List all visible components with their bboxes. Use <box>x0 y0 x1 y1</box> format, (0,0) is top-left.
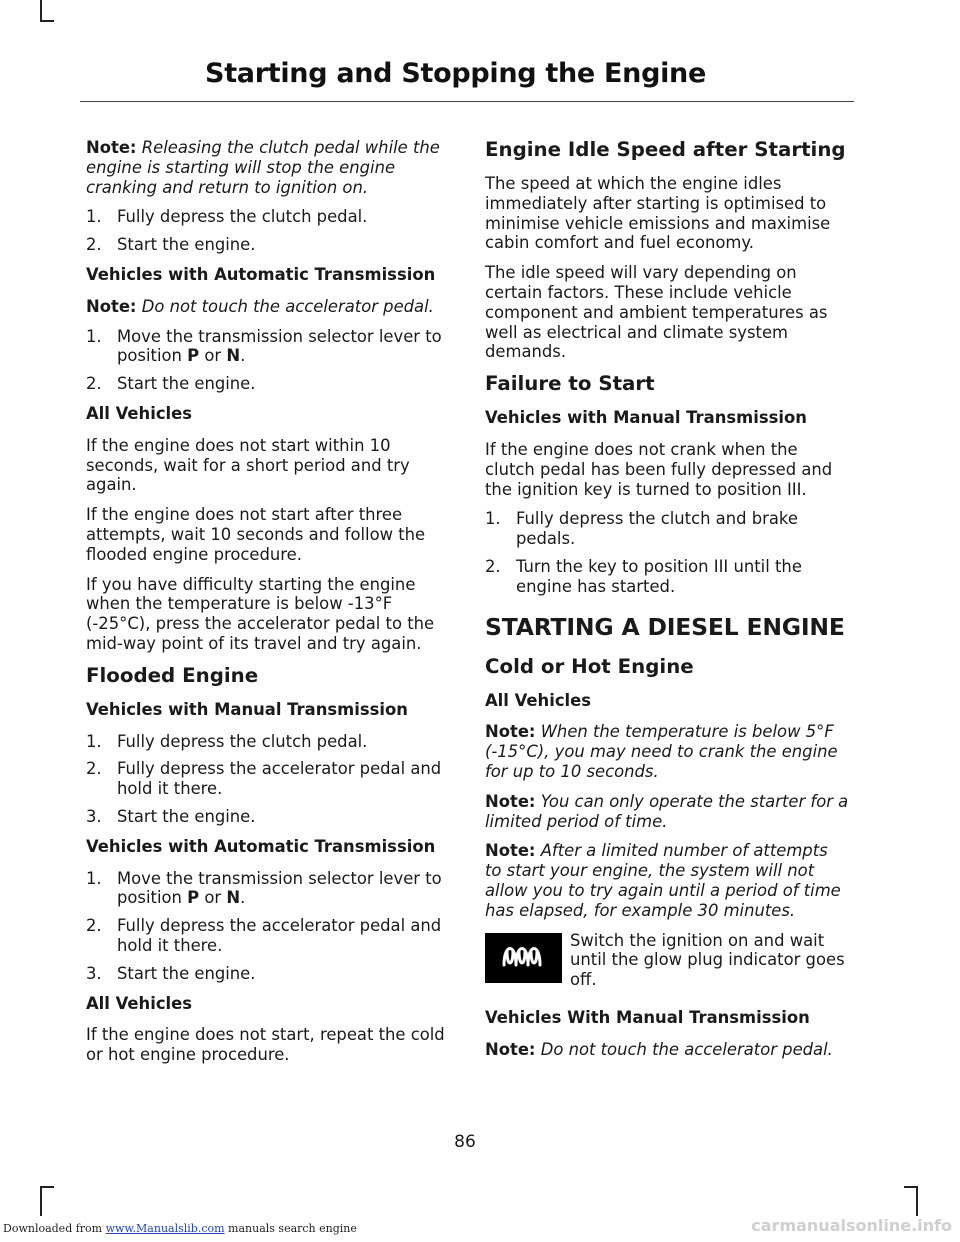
paragraph: The idle speed will vary depending on certain factors. These include vehicle component and ambient temperatures as well as electrical and climate system demands. <box>485 263 828 362</box>
footer-text: Downloaded from www.Manualslib.com manuals search engine <box>3 1222 357 1235</box>
manualslib-link[interactable]: www.Manualslib.com <box>105 1222 225 1235</box>
footer <box>0 1218 960 1242</box>
subheading: Vehicles with Manual Transmission <box>485 408 807 428</box>
glow-plug-icon <box>485 933 562 983</box>
steps-list <box>86 732 450 827</box>
list-item: 3. Start the engine. <box>86 806 256 826</box>
list-item: 3. Start the engine. <box>86 963 256 983</box>
subheading: Vehicles with Automatic Transmission <box>86 836 436 856</box>
subheading: Vehicles with Automatic Transmission <box>86 264 436 284</box>
note: Note: You can only operate the starter for a limited period of time. <box>485 791 849 831</box>
list-item: 1. Fully depress the clutch pedal. <box>86 207 368 227</box>
subheading: All Vehicles <box>86 993 193 1013</box>
list-item: 2. Start the engine. <box>86 235 256 255</box>
section-heading: Cold or Hot Engine <box>485 654 694 678</box>
crop-mark <box>40 0 42 22</box>
paragraph: If the engine does not crank when the clutch pedal has been fully depressed and the ignition key is turned to position III. <box>485 439 833 499</box>
list-item: 2. Turn the key to position III until the engine has started. <box>485 556 802 596</box>
steps-list <box>86 327 450 394</box>
subheading: All Vehicles <box>485 690 592 710</box>
steps-list <box>485 509 849 596</box>
note: Note: Do not touch the accelerator pedal. <box>86 296 434 316</box>
paragraph: Switch the ignition on and wait until the glow plug indicator goes off. <box>570 930 845 990</box>
note: Note: Do not touch the accelerator pedal. <box>485 1039 833 1059</box>
left-column <box>86 138 450 1075</box>
paragraph: The speed at which the engine idles immediately after starting is optimised to minimise vehicle emissions and maximise cabin comfort and fuel economy. <box>485 174 831 253</box>
paragraph: If the engine does not start, repeat the cold or hot engine procedure. <box>86 1025 445 1065</box>
list-item: 1. Fully depress the clutch and brake pedals. <box>485 509 798 549</box>
section-heading: Flooded Engine <box>86 663 259 687</box>
crop-mark <box>40 20 54 22</box>
subheading: Vehicles with Manual Transmission <box>86 699 408 719</box>
crop-mark <box>40 1186 42 1216</box>
note: Note: When the temperature is below 5°F (-15°C), you may need to crank the engine for up to 10 seconds. <box>485 722 838 781</box>
paragraph: If you have difficulty starting the engine when the temperature is below -13°F (-25°C), press the accelerator pedal to the mid-way point of its travel and try again. <box>86 574 435 653</box>
list-item: 1. Move the transmission selector lever to position P or N. <box>86 326 442 366</box>
watermark: carmanualsonline.info <box>751 1216 952 1235</box>
page-title: Starting and Stopping the Engine <box>205 58 706 89</box>
list-item: 1. Move the transmission selector lever to position P or N. <box>86 868 442 908</box>
crop-mark <box>40 1186 54 1188</box>
section-heading: Engine Idle Speed after Starting <box>485 138 846 161</box>
list-item: 2. Fully depress the accelerator pedal and hold it there. <box>86 916 442 955</box>
paragraph: If the engine does not start within 10 seconds, wait for a short period and try again. <box>86 435 410 495</box>
note: Note: After a limited number of attempts to start your engine, the system will not allow you to try again until a period of time has elapsed, for example 30 minutes. <box>485 841 841 920</box>
subheading: Vehicles With Manual Transmission <box>485 1007 810 1027</box>
right-column <box>485 138 849 1070</box>
note: Note: Releasing the clutch pedal while the engine is starting will stop the engine cranking and return to ignition on. <box>86 138 440 197</box>
list-item: 1. Fully depress the clutch pedal. <box>86 731 368 751</box>
page-number: 86 <box>454 1132 476 1152</box>
steps-list <box>86 207 450 255</box>
steps-list <box>86 869 450 984</box>
list-item: 2. Fully depress the accelerator pedal and hold it there. <box>86 759 442 799</box>
subheading: All Vehicles <box>86 403 193 423</box>
crop-mark <box>916 1186 918 1216</box>
header-divider <box>80 101 854 102</box>
glow-plug-instruction <box>485 931 849 990</box>
paragraph: If the engine does not start after three attempts, wait 10 seconds and follow the flooded engine procedure. <box>86 505 426 564</box>
list-item: 2. Start the engine. <box>86 374 256 394</box>
chapter-heading: STARTING A DIESEL ENGINE <box>485 612 845 641</box>
section-heading: Failure to Start <box>485 372 655 396</box>
